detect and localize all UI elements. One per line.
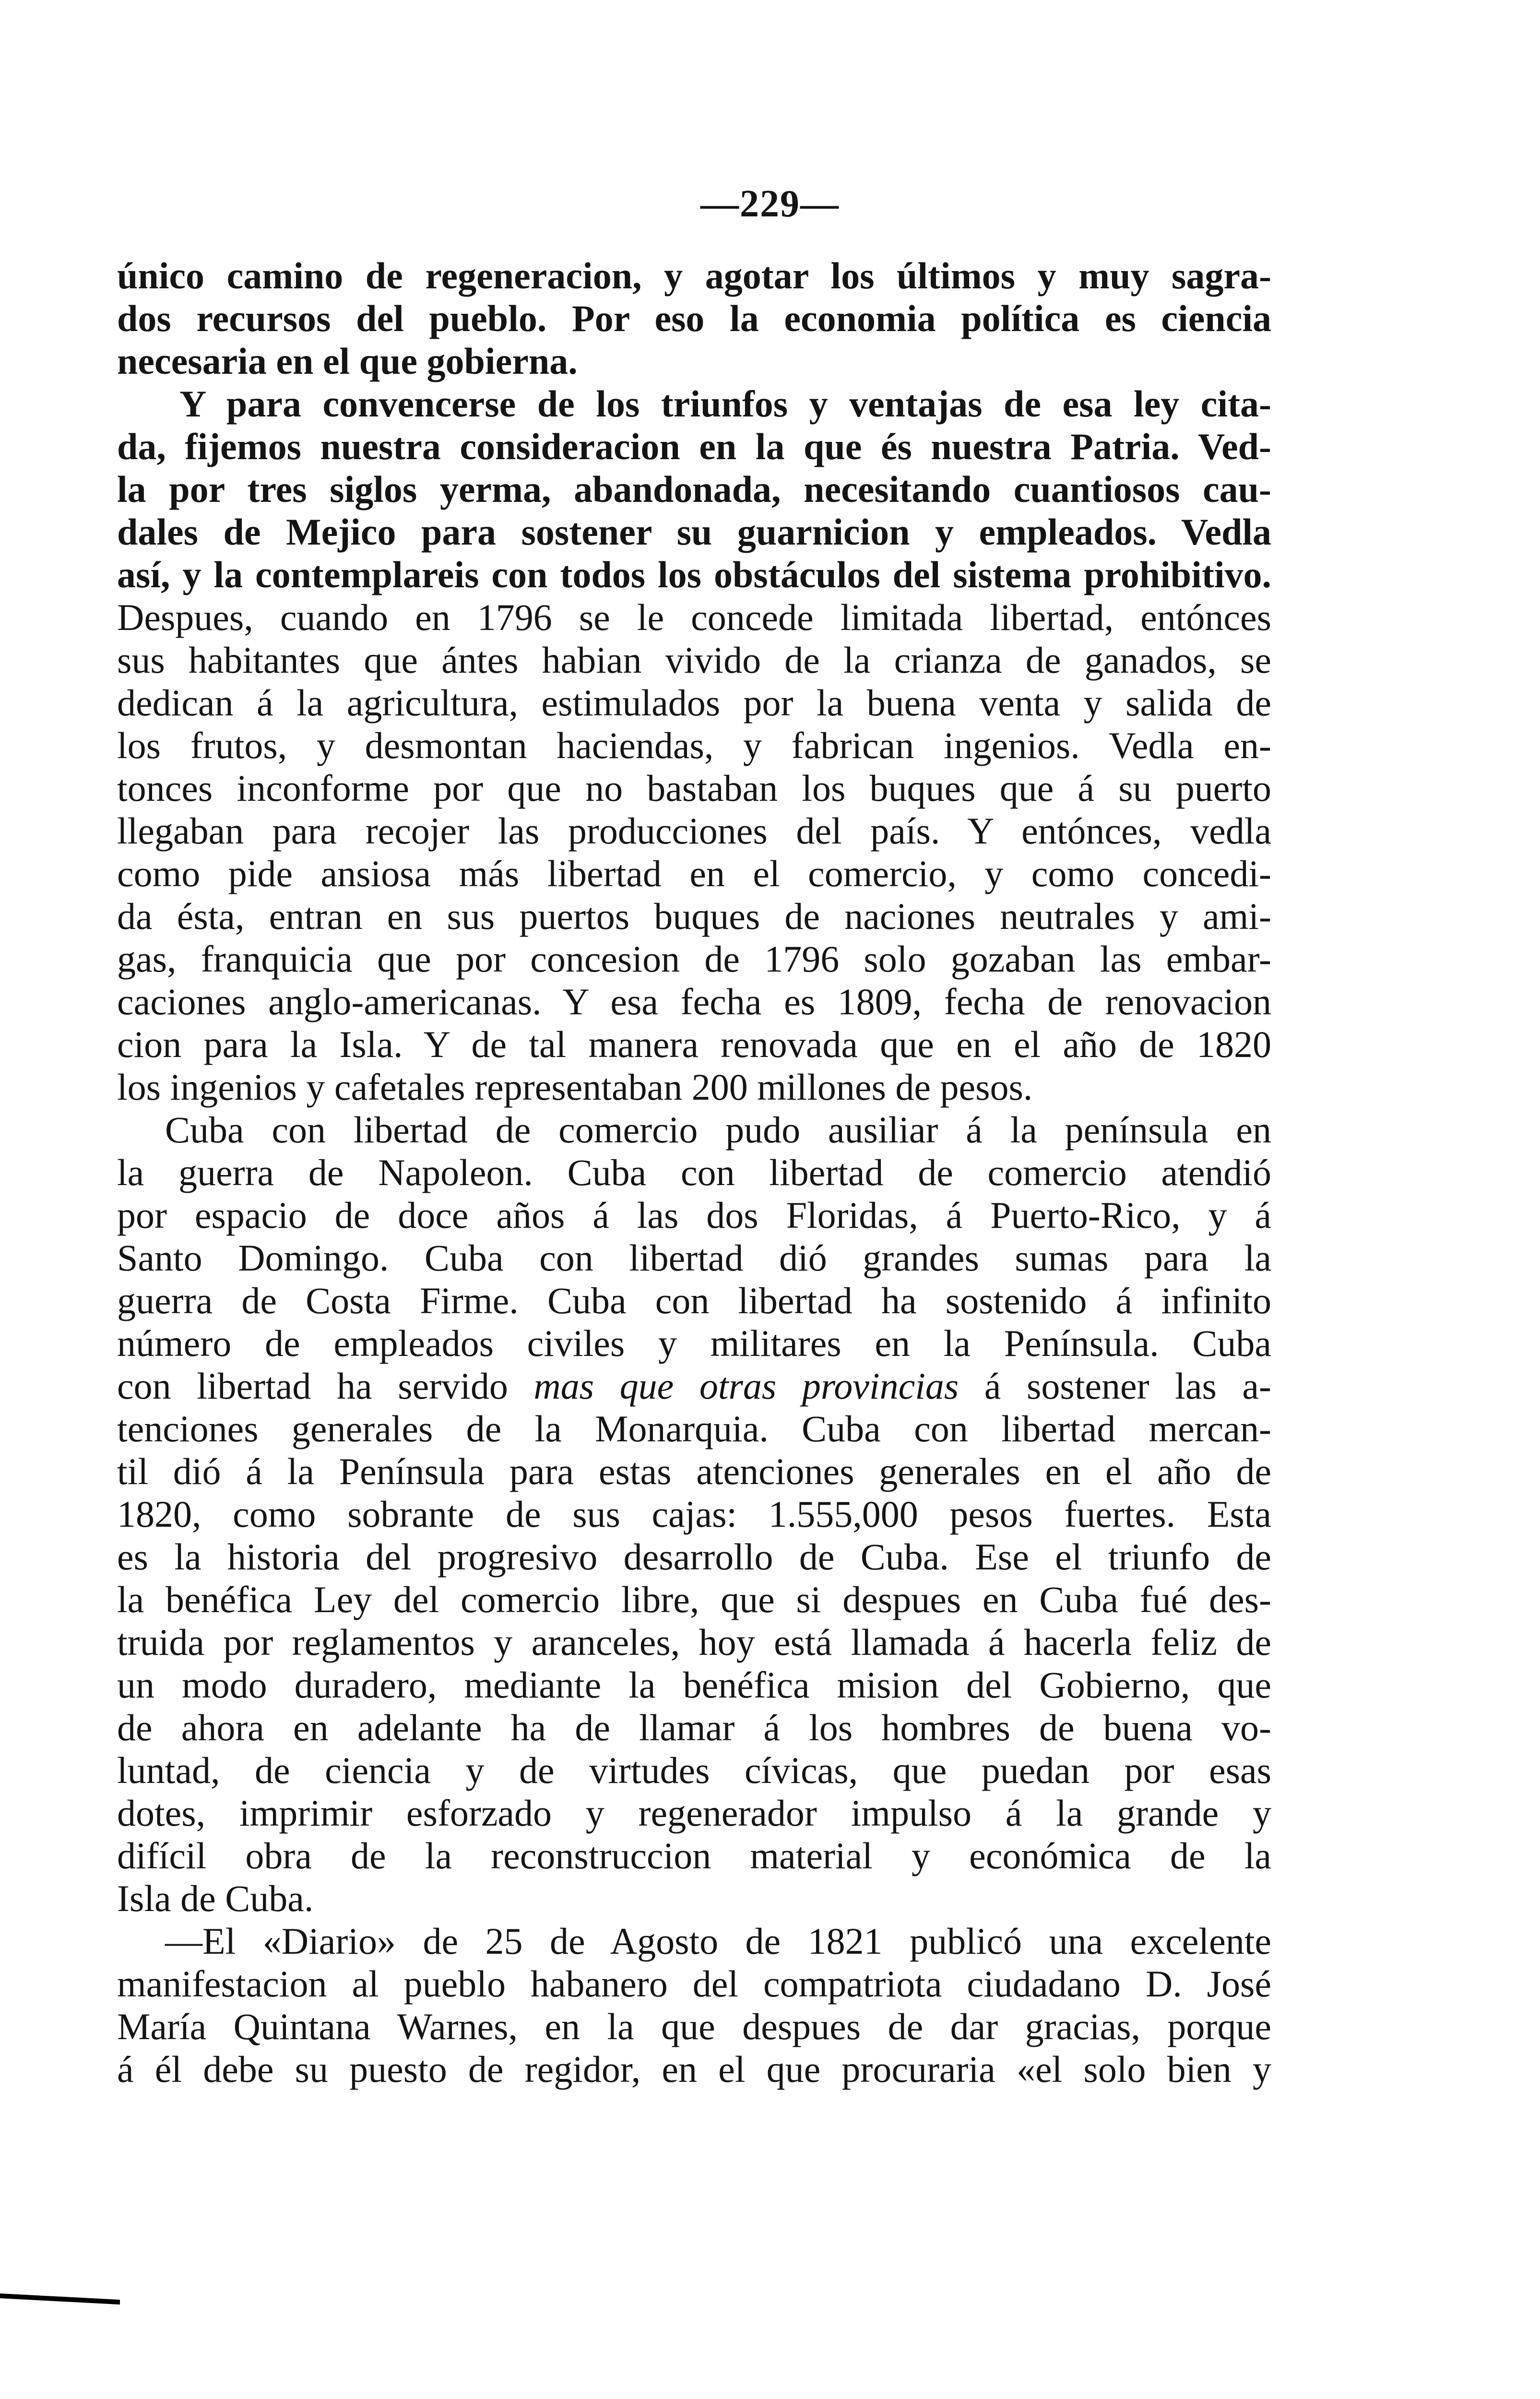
text-line: difícil obra de la reconstruccion material y económica de la [117, 1835, 1271, 1876]
text-line: Santo Domingo. Cuba con libertad dió grandes sumas para la [117, 1237, 1271, 1279]
line-segment: con libertad ha servido [117, 1365, 534, 1407]
text-line: necesaria en el que gobierna. [117, 340, 578, 382]
text-line: caciones anglo-americanas. Y esa fecha es 1809, fecha de renovacion [117, 981, 1271, 1022]
text-line: María Quintana Warnes, en la que despues de dar gracias, porque [117, 2006, 1271, 2047]
text-line: así, y la contemplareis con todos los obstáculos del sistema prohibitivo. [117, 554, 1271, 595]
text-line: dedican á la agricultura, estimulados por la buena venta y salida de [117, 682, 1271, 724]
text-line: dales de Mejico para sostener su guarnicion y empleados. Vedla [117, 511, 1271, 553]
text-line: único camino de regeneracion, y agotar los últimos y muy sagra- [117, 255, 1271, 297]
text-line: un modo duradero, mediante la benéfica mision del Gobierno, que [117, 1664, 1271, 1706]
page-number: —229— [700, 183, 840, 225]
text-line: truida por reglamentos y aranceles, hoy está llamada á hacerla feliz de [117, 1621, 1271, 1663]
line-segment: á sostener las a- [959, 1365, 1271, 1407]
text-line: Cuba con libertad de comercio pudo ausiliar á la península en [165, 1109, 1271, 1151]
text-line: —El «Diario» de 25 de Agosto de 1821 publicó una excelente [165, 1920, 1271, 1962]
text-line: 1820, como sobrante de sus cajas: 1.555,000 pesos fuertes. Esta [117, 1493, 1271, 1535]
text-line: dos recursos del pueblo. Por eso la economia política es ciencia [117, 297, 1271, 339]
italic-phrase: mas que otras provincias [533, 1365, 959, 1407]
text-line: dotes, imprimir esforzado y regenerador impulso á la grande y [117, 1792, 1271, 1834]
text-line: da, fijemos nuestra consideracion en la que és nuestra Patria. Ved- [117, 426, 1271, 467]
text-line: tonces inconforme por que no bastaban los buques que á su puerto [117, 767, 1271, 809]
text-line: los ingenios y cafetales representaban 200 millones de pesos. [117, 1066, 1033, 1108]
text-line: llegaban para recojer las producciones del país. Y entónces, vedla [117, 810, 1271, 852]
text-line: tenciones generales de la Monarquia. Cuba con libertad mercan- [117, 1408, 1271, 1449]
text-line: como pide ansiosa más libertad en el comercio, y como concedi- [117, 853, 1271, 894]
text-line [117, 1365, 1271, 1407]
text-line: gas, franquicia que por concesion de 1796 solo gozaban las embar- [117, 938, 1271, 980]
text-line: guerra de Costa Firme. Cuba con libertad ha sostenido á infinito [117, 1280, 1271, 1321]
text-line: á él debe su puesto de regidor, en el que procuraria «el solo bien y [117, 2048, 1271, 2090]
text-line: cion para la Isla. Y de tal manera renovada que en el año de 1820 [117, 1023, 1271, 1065]
text-line: la por tres siglos yerma, abandonada, necesitando cuantiosos cau- [117, 468, 1271, 510]
text-line: manifestacion al pueblo habanero del compatriota ciudadano D. José [117, 1963, 1271, 2005]
text-line: la benéfica Ley del comercio libre, que si despues en Cuba fué des- [117, 1579, 1271, 1620]
text-line: Despues, cuando en 1796 se le concede limitada libertad, entónces [117, 596, 1271, 638]
text-line: los frutos, y desmontan haciendas, y fabrican ingenios. Vedla en- [117, 724, 1271, 766]
text-line: sus habitantes que ántes habian vivido de la crianza de ganados, se [117, 639, 1271, 681]
body-text [117, 254, 1271, 2090]
text-line: de ahora en adelante ha de llamar á los hombres de buena vo- [117, 1707, 1271, 1748]
text-line: Isla de Cuba. [117, 1877, 314, 1919]
margin-edge-mark [0, 2293, 120, 2304]
text-line: número de empleados civiles y militares en la Península. Cuba [117, 1322, 1271, 1364]
text-line: luntad, de ciencia y de virtudes cívicas, que puedan por esas [117, 1749, 1271, 1791]
text-line: Y para convencerse de los triunfos y ventajas de esa ley cita- [179, 383, 1271, 425]
text-line: da ésta, entran en sus puertos buques de naciones neutrales y ami- [117, 895, 1271, 937]
text-line: til dió á la Península para estas atenciones generales en el año de [117, 1450, 1271, 1492]
text-line: la guerra de Napoleon. Cuba con libertad de comercio atendió [117, 1152, 1271, 1193]
text-line: por espacio de doce años á las dos Floridas, á Puerto-Rico, y á [117, 1194, 1271, 1236]
text-line: es la historia del progresivo desarrollo de Cuba. Ese el triunfo de [117, 1536, 1271, 1578]
